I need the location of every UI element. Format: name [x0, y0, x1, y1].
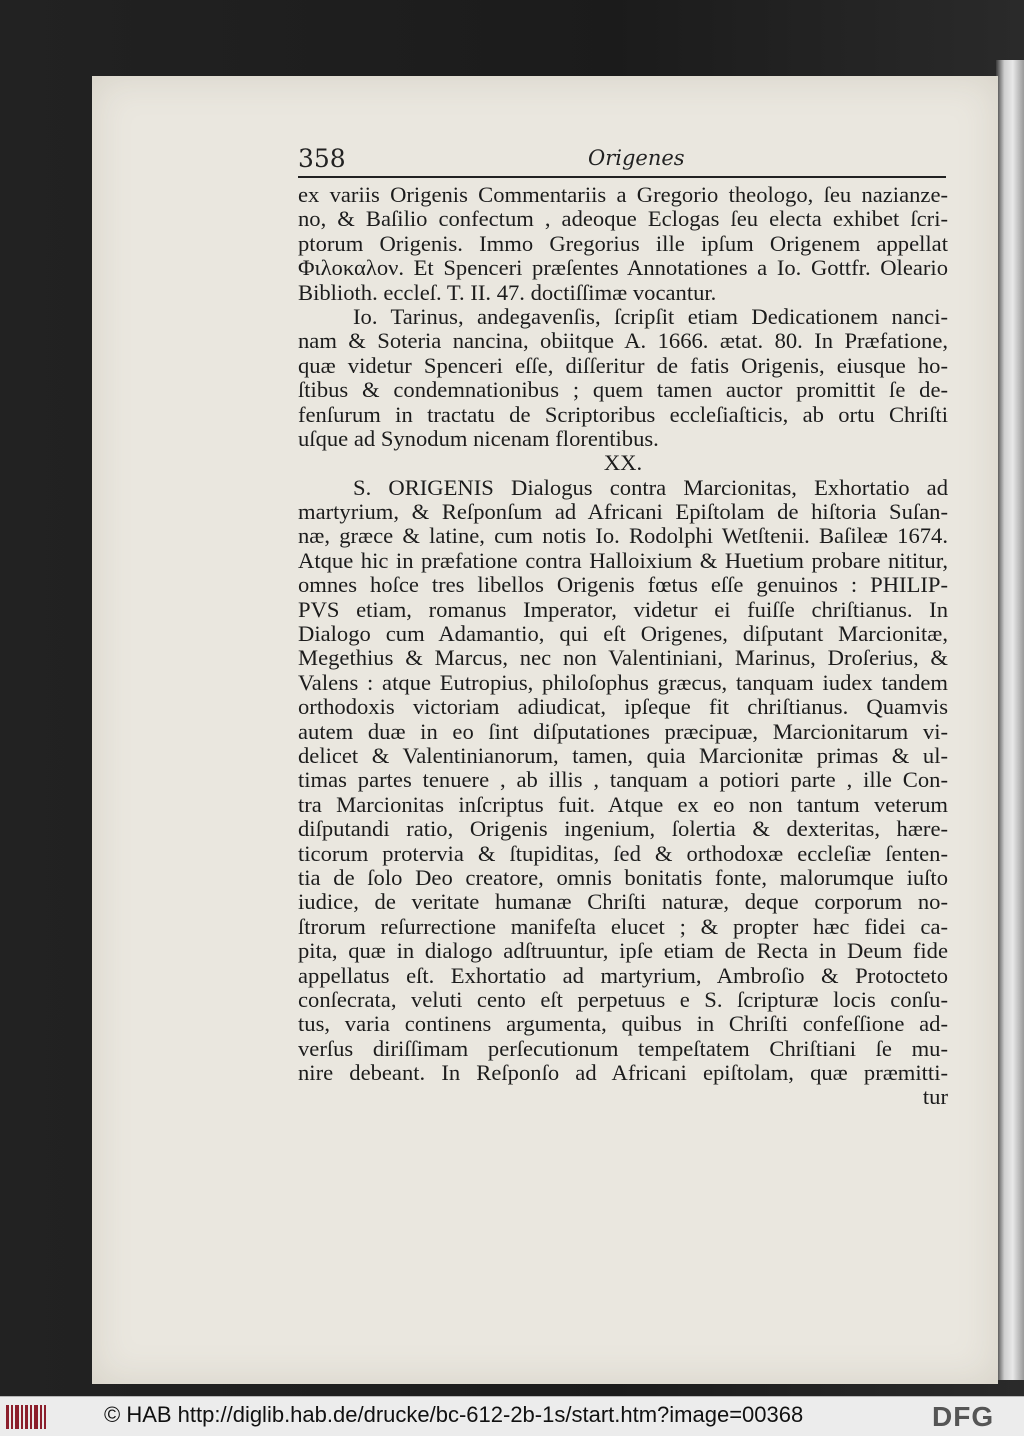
barcode-icon — [6, 1405, 46, 1429]
text-line: ſtrorum reſurrectione manifeſta elucet ; & propter hæc fidei ca- — [298, 913, 948, 939]
text-line: conſecrata, veluti cento eſt perpetuus e S. ſcripturæ locis conſu- — [298, 986, 948, 1012]
text-line: Dialogo cum Adamantio, qui eſt Origenes, diſputant Marcionitæ, — [298, 621, 948, 647]
copyright-link[interactable]: © HAB http://diglib.hab.de/drucke/bc-612-2b-1s/start.htm?image=00368 — [104, 1402, 804, 1427]
text-line: nam & Soteria nancina, obiitque A. 1666. ætat. 80. In Præfatione, — [298, 328, 948, 354]
page-header — [298, 138, 946, 178]
text-line: Biblioth. eccleſ. T. II. 47. doctiſſimæ vocantur. — [298, 279, 717, 305]
text-line: ptorum Origenis. Immo Gregorius ille ipſum Origenem appellat — [298, 230, 948, 256]
text-line: martyrium, & Reſponſum ad Africani Epiſtolam de hiſtoria Suſan- — [298, 499, 948, 525]
catchword: tur — [922, 1084, 948, 1110]
text-line: omnes hoſce tres libellos Origenis fœtus eſſe genuinos : PHILIP- — [298, 572, 948, 598]
text-line: ſtibus & condemnationibus ; quem tamen auctor promittit ſe de- — [298, 377, 948, 403]
text-line: Φιλοκαλον. Et Spenceri præſentes Annotationes a Io. Gottfr. Oleario — [298, 255, 948, 281]
dfg-logo: DFG — [932, 1401, 995, 1432]
body-text — [298, 183, 948, 1110]
text-line: autem duæ in eo ſint diſputationes præcipuæ, Marcionitarum vi- — [298, 718, 948, 744]
text-line: Atque hic in præfatione contra Halloixium & Huetium probare nititur, — [298, 547, 948, 573]
text-line: delicet & Valentinianorum, tamen, quia Marcionitæ primas & ul- — [298, 742, 948, 768]
text-line: uſque ad Synodum nicenam florentibus. — [298, 425, 659, 451]
text-line: timas partes tenuere , ab illis , tanquam a potiori parte , ille Con- — [298, 767, 948, 793]
text-line: S. ORIGENIS Dialogus contra Marcionitas, Exhortatio ad — [353, 474, 948, 500]
text-line: næ, græce & latine, cum notis Io. Rodolphi Wetſtenii. Baſileæ 1674. — [298, 523, 948, 549]
text-line: Io. Tarinus, andegavenſis, ſcripſit etiam Dedicationem nanci- — [353, 303, 948, 329]
text-line: appellatus eſt. Exhortatio ad martyrium, Ambroſio & Protocteto — [298, 962, 948, 988]
book-fore-edge — [996, 60, 1024, 1380]
text-line: tra Marcionitas inſcriptus fuit. Atque ex eo non tantum veterum — [298, 791, 948, 817]
text-line: pita, quæ in dialogo adſtruuntur, ipſe etiam de Recta in Deum fide — [298, 938, 948, 964]
text-line: PVS etiam, romanus Imperator, videtur ei fuiſſe chriſtianus. In — [298, 596, 948, 622]
text-line: quæ videtur Spenceri eſſe, diſſeritur de fatis Origenis, eiusque ho- — [298, 352, 948, 378]
text-line: tus, varia continens argumenta, quibus in Chriſti confeſſione ad- — [298, 1011, 948, 1037]
text-line: nire debeant. In Reſponſo ad Africani epiſtolam, quæ præmitti- — [298, 1060, 948, 1086]
viewer-footer — [0, 1396, 1024, 1436]
text-line: ex variis Origenis Commentariis a Gregorio theologo, ſeu nazianze- — [298, 182, 948, 207]
header-rule — [298, 176, 946, 178]
text-line: verſus diriſſimam perſecutionum tempeſtatem Chriſtiani ſe mu- — [298, 1035, 948, 1061]
text-line: fenſurum in tractatu de Scriptoribus eccleſiaſticis, ab ortu Chriſti — [298, 401, 948, 427]
text-line: tia de ſolo Deo creatore, omnis bonitatis fonte, malorumque iuſto — [298, 864, 948, 890]
section-heading: XX. — [603, 450, 643, 476]
page-number: 358 — [298, 144, 346, 173]
text-line: ticorum protervia & ſtupiditas, ſed & orthodoxæ eccleſiæ ſenten- — [298, 840, 948, 866]
text-line: iudice, de veritate humanæ Chriſti naturæ, deque corporum no- — [298, 889, 948, 915]
running-head: Origenes — [588, 146, 685, 170]
text-line: no, & Baſilio confectum , adeoque Eclogas ſeu electa exhibet ſcri- — [298, 206, 948, 232]
text-line: Megethius & Marcus, nec non Valentiniani, Marinus, Droſerius, & — [298, 645, 948, 671]
text-line: diſputandi ratio, Origenis ingenium, ſolertia & dexteritas, hære- — [298, 816, 948, 842]
text-line: Valens : atque Eutropius, philoſophus græcus, tanquam iudex tandem — [298, 669, 948, 695]
text-line: orthodoxis victoriam adiudicat, ipſeque fit chriſtianus. Quamvis — [298, 694, 948, 720]
